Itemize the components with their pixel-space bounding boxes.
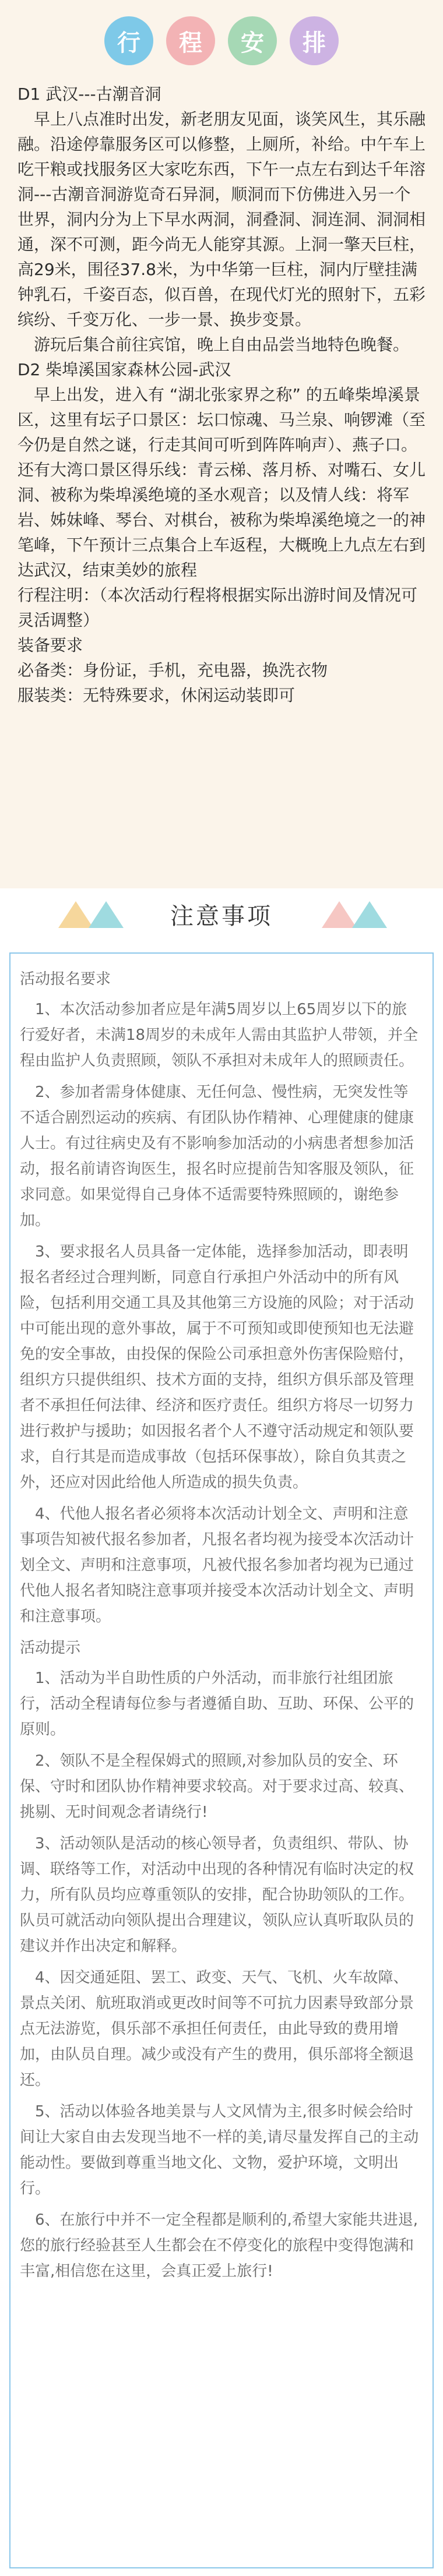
section-title-tips: 活动提示 [20, 1639, 81, 1657]
requirement-item-4: 4、代他人报名者必须将本次活动计划全文、声明和注意事项告知被代报名参加者，凡报名者均视为接受本次活动计划全文、声明和注意事项，凡被代报名参加者均视为已通过代他人报名者知晓注意事项并接受本次活动计划全文、声明和注意事项。 [20, 1505, 414, 1625]
itinerary-body [17, 82, 426, 708]
requirement-item-2: 2、参加者需身体健康、无任何急、慢性病，无突发性等不适合剧烈运动的疾病、有团队协作精神、心理健康的健康人士。有过往病史及有不影响参加活动的小病患者想参加活动，报名前请咨询医生，报名时应提前告知客服及领队，征求同意。如果觉得自己身体不适需要特殊照顾的，谢绝参加。 [20, 1084, 414, 1229]
itinerary-note: 行程注明：（本次活动行程将根据实际出游时间及情况可灵活调整） [17, 585, 418, 630]
title-circle-4 [290, 16, 339, 65]
notice-section [0, 888, 443, 2576]
title-char-4: 排 [303, 29, 326, 57]
tip-item-4: 4、因交通延阻、罢工、政变、天气、飞机、火车故障、景点关闭、航班取消或更改时间等不可抗力因素导致部分景点无法游览，俱乐部不承担任何责任，由此导致的费用增加，由队员自理。减少或没有产生的费用，俱乐部将全额退还。 [20, 1969, 414, 2089]
day1-paragraph-1: 早上八点准时出发，新老朋友见面，谈笑风生，其乐融融。沿途停靠服务区可以修整，上厕所，补给。中午车上吃干粮或找服务区大家吃东西，下午一点左右到达千年溶洞---古潮音洞游览奇石异洞，顺洞而下仿佛进入另一个世界，洞内分为上下早水两洞，洞叠洞、洞连洞、洞洞相通，深不可测，距今尚无人能穿其源。上洞一擎天巨柱，高29米，围径37.8米，为中华第一巨柱，洞内厅壁挂满钟乳石，千姿百态，似百兽，在现代灯光的照射下，五彩缤纷、千变万化、一步一景、换步变景。 [17, 110, 426, 329]
day2-title: D2 柴埠溪国家森林公园-武汉 [17, 360, 231, 379]
title-char-2: 程 [179, 29, 202, 57]
day1-title: D1 武汉---古潮音洞 [17, 84, 161, 104]
day2-paragraph-1: 早上出发，进入有 “湖北张家界之称” 的五峰柴埠溪景区，这里有坛子口景区：坛口惊魂、马兰泉、响锣滩（至今仍是自然之谜，行走其间可听到阵阵响声）、燕子口。还有大湾口景区得乐线：青云梯、落月桥、对嘴石、女儿洞、被称为柴埠溪绝境的圣水观音；以及情人线：将军岩、姊妹峰、琴台、对棋台，被称为柴埠溪绝境之一的神笔峰，下午预计三点集合上车返程，大概晚上九点左右到达武汉，结束美妙的旅程 [17, 385, 426, 580]
day1-paragraph-2: 游玩后集合前往宾馆，晚上自由品尝当地特色晚餐。 [34, 335, 410, 354]
equipment-title: 装备要求 [17, 636, 83, 655]
notice-box [9, 952, 434, 2568]
tip-item-1: 1、活动为半自助性质的户外活动，而非旅行社组团旅行，活动全程请每位参与者遵循自助、互助、环保、公平的原则。 [20, 1670, 414, 1738]
notice-body [20, 966, 422, 2290]
title-circle-3 [228, 16, 277, 65]
title-char-1: 行 [117, 29, 140, 57]
tip-item-6: 6、在旅行中并不一定全程都是顺利的,希望大家能共进退,您的旅行经验甚至人生都会在不停变化的旅程中变得饱满和丰富,相信您在这里，会真正爱上旅行! [20, 2211, 419, 2280]
section-title-requirements: 活动报名要求 [20, 971, 111, 988]
requirement-item-1: 1、本次活动参加者应是年满5周岁以上65周岁以下的旅行爱好者，未满18周岁的未成年人需由其监护人带领，并全程由监护人负责照顾，领队不承担对未成年人的照顾责任。 [20, 1001, 419, 1070]
tip-item-3: 3、活动领队是活动的核心领导者，负责组织、带队、协调、联络等工作，对活动中出现的各种情况有临时决定的权力，所有队员均应尊重领队的安排，配合协助领队的工作。队员可就活动向领队提出合理建议，领队应认真听取队员的建议并作出决定和解释。 [20, 1835, 414, 1955]
equipment-clothing: 服装类：无特殊要求，休闲运动装即可 [17, 686, 296, 705]
title-char-3: 安 [241, 29, 264, 57]
equipment-required: 必备类：身份证，手机，充电器，换洗衣物 [17, 661, 328, 680]
itinerary-title [0, 16, 443, 69]
title-circle-1 [104, 16, 153, 65]
tip-item-2: 2、领队不是全程保姆式的照顾,对参加队员的安全、环保、守时和团队协作精神要求较高。对于要求过高、较真、挑剔、无时间观念者请绕行! [20, 1752, 414, 1821]
requirement-item-3: 3、要求报名人员具备一定体能，选择参加活动，即表明报名者经过合理判断，同意自行承担户外活动中的所有风险，包括利用交通工具及其他第三方设施的风险；对于活动中可能出现的意外事故，属于不可预知或即使预知也无法避免的安全事故，由投保的保险公司承担意外伤害保险赔付，组织方只提供组织、技术方面的支持，组织方俱乐部及管理者不承担任何法律、经济和医疗责任。组织方将尽一切努力进行救护与援助；如因报名者个人不遵守活动规定和领队要求，自行其是而造成事故（包括环保事故），除自负其责之外，还应对因此给他人所造成的损失负责。 [20, 1243, 414, 1491]
title-circle-2 [166, 16, 215, 65]
notice-title: 注意事项 [170, 903, 273, 930]
tip-item-5: 5、活动以体验各地美景与人文风情为主,很多时候会给时间让大家自由去发现当地不一样的美,请尽量发挥自己的主动能动性。要做到尊重当地文化、文物，爱护环境，文明出行。 [20, 2103, 419, 2197]
